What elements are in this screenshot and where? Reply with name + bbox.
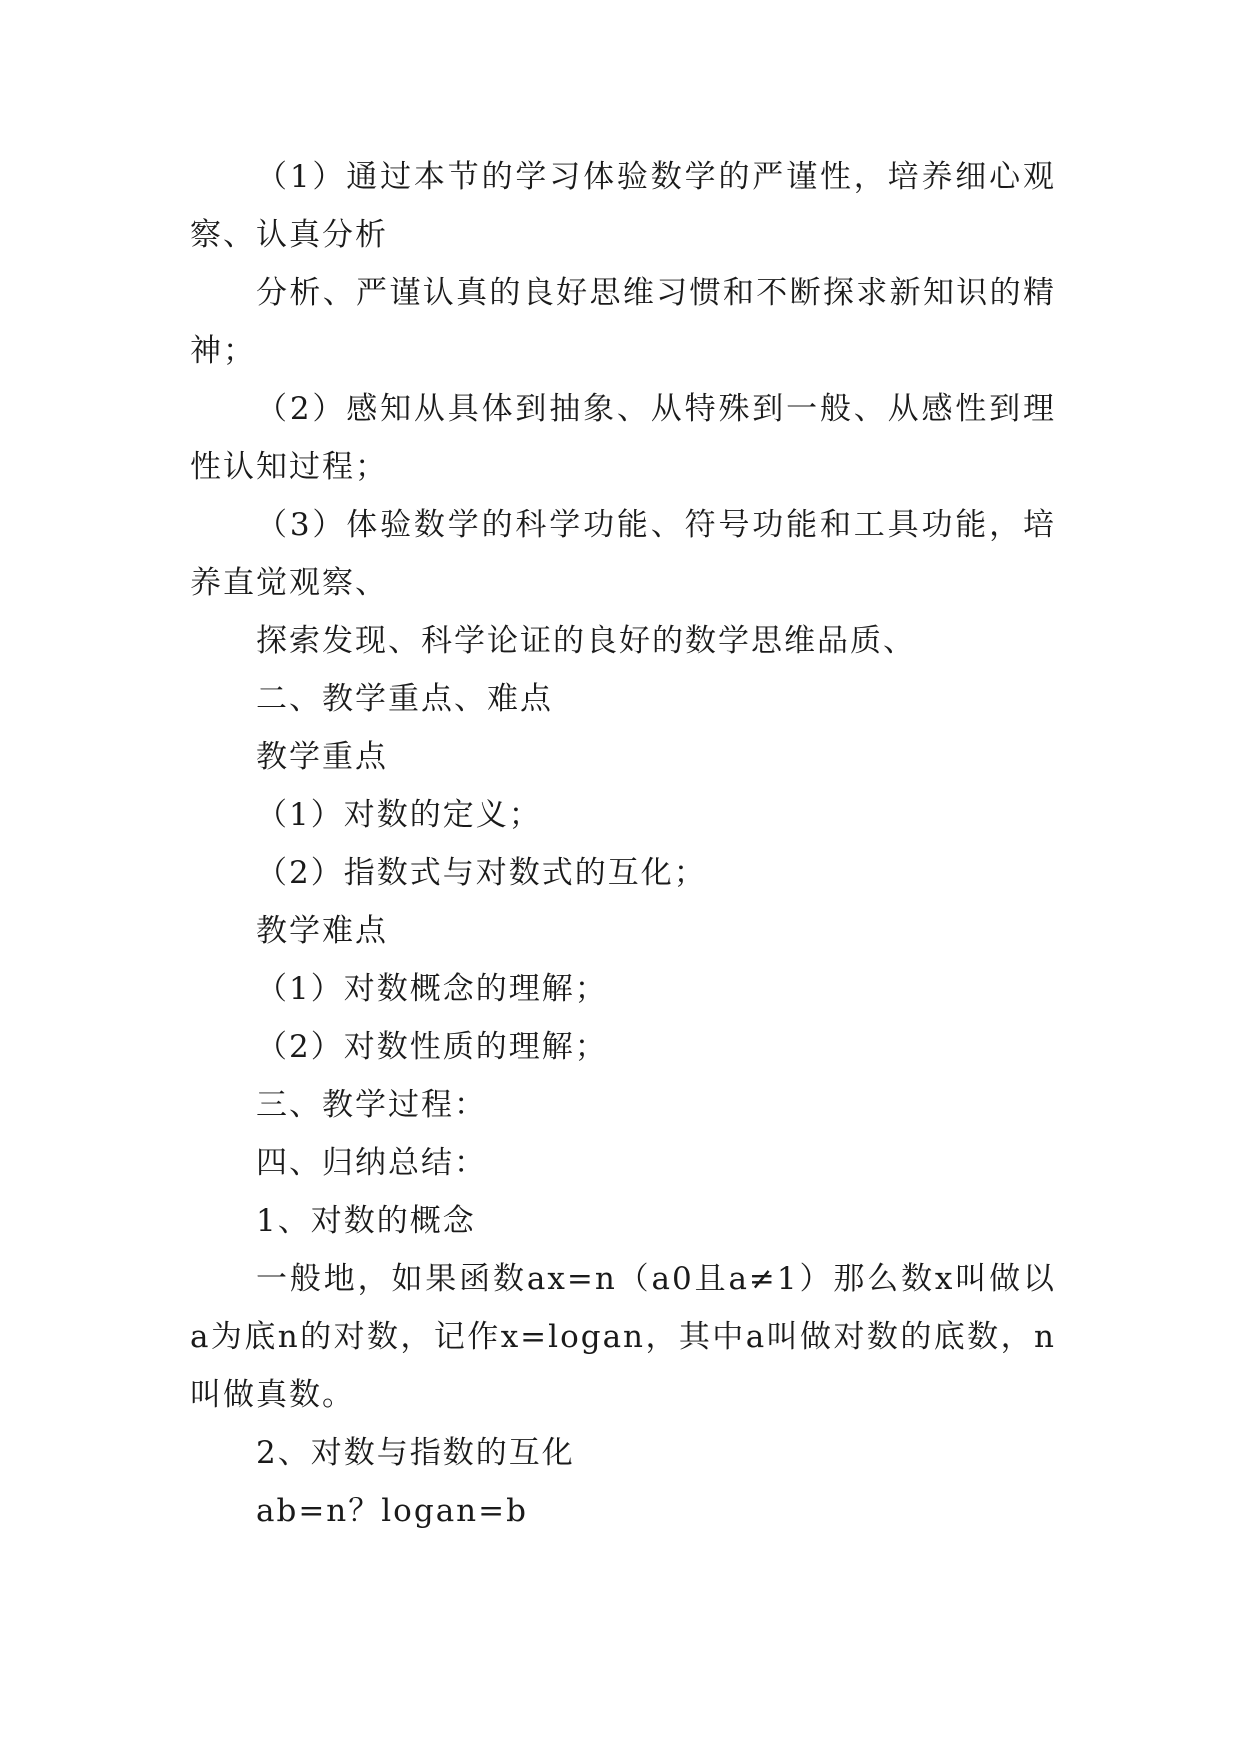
conversion-formula: ab=n？logan=b [256, 1493, 528, 1529]
objective-paragraph-1-continued: 分析、严谨认真的良好思维习惯和不断探求新知识的精神； [190, 275, 1056, 369]
subheading-difficult-points: 教学难点 [256, 913, 388, 949]
subheading-key-points: 教学重点 [256, 739, 388, 775]
document-body [190, 148, 1056, 1540]
key-point-2: （2）指数式与对数式的互化； [256, 855, 707, 891]
summary-item-2-heading: 2、对数与指数的互化 [256, 1435, 575, 1471]
objective-paragraph-2: （2）感知从具体到抽象、从特殊到一般、从感性到理性认知过程； [190, 391, 1056, 485]
section-heading-summary: 四、归纳总结： [256, 1145, 487, 1181]
objective-paragraph-1: （1）通过本节的学习体验数学的严谨性，培养细心观察、认真分析 [190, 159, 1056, 253]
section-heading-teaching-process: 三、教学过程： [256, 1087, 487, 1123]
difficult-point-2: （2）对数性质的理解； [256, 1029, 608, 1065]
summary-item-1-heading: 1、对数的概念 [256, 1203, 476, 1239]
key-point-1: （1）对数的定义； [256, 797, 542, 833]
difficult-point-1: （1）对数概念的理解； [256, 971, 608, 1007]
objective-paragraph-3-continued: 探索发现、科学论证的良好的数学思维品质、 [256, 623, 916, 659]
section-heading-key-difficult-points: 二、教学重点、难点 [256, 681, 553, 717]
objective-paragraph-3: （3）体验数学的科学功能、符号功能和工具功能，培养直觉观察、 [190, 507, 1056, 601]
logarithm-definition-paragraph: 一般地，如果函数ax=n（a0且a≠1）那么数x叫做以a为底n的对数，记作x=logan，其中a叫做对数的底数，n叫做真数。 [190, 1261, 1056, 1413]
